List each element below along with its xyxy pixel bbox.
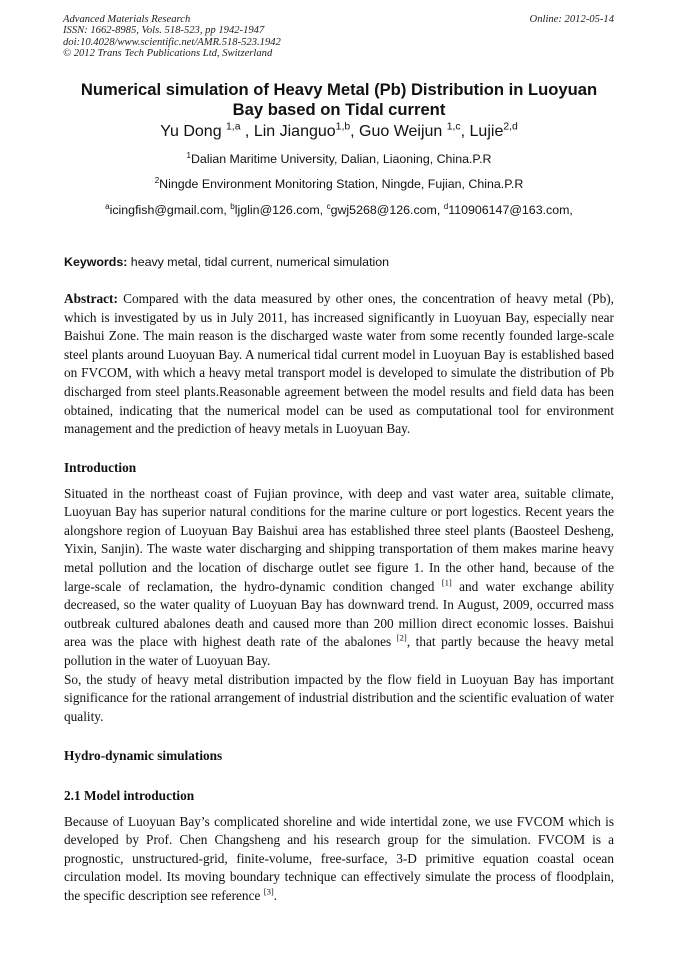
author: Yu Dong xyxy=(160,123,227,140)
subsection-heading: 2.1 Model introduction xyxy=(64,788,195,803)
keywords-text: heavy metal, tidal current, numerical simulation xyxy=(127,255,390,269)
email-sup: d xyxy=(443,201,449,211)
intro-paragraph-1 xyxy=(64,485,614,671)
authors xyxy=(64,123,614,141)
abstract-label: Abstract: xyxy=(64,291,118,306)
text: . xyxy=(273,887,278,903)
author: , Lujie xyxy=(460,123,504,140)
hydro-heading xyxy=(64,747,614,766)
citation: [1] xyxy=(441,577,452,588)
text: Situated in the northeast coast of Fujian province, with deep and vast water area, suitable climate, Luoyuan Bay has superior natural conditions for the marine culture or port logestics. Recent years the alongshore region of Luoyuan Bay Baishui area has established three steel plants (Baosteel Desheng, Yixin, Sanjin). The waste water discharging and shipping transportation of them makes marine heavy metal pollution and the location of discharge outlet see figure 1. In the other hand, because of the large-scale of reclamation, the hydro-dynamic condition changed xyxy=(64,485,614,594)
author: , Guo Weijun xyxy=(350,123,447,140)
paper-title: Numerical simulation of Heavy Metal (Pb) Distribution in Luoyuan Bay based on Tidal current xyxy=(80,80,598,119)
email: 110906147@163.com, xyxy=(448,203,573,217)
aff-sup: 2 xyxy=(154,175,160,185)
email-sup: b xyxy=(230,201,235,211)
author-sup: 1,a xyxy=(226,121,241,133)
model-paragraph xyxy=(64,813,614,906)
issn: ISSN: 1662-8985, Vols. 518-523, pp 1942-1947 xyxy=(63,25,265,37)
author: , Lin Jianguo xyxy=(240,123,336,140)
online-date: Online: 2012-05-14 xyxy=(529,14,614,25)
journal-name: Advanced Materials Research xyxy=(63,14,191,25)
section-heading: Hydro-dynamic simulations xyxy=(64,748,223,763)
section-heading: Introduction xyxy=(64,460,137,475)
aff-text: Ningde Environment Monitoring Station, Ningde, Fujian, China.P.R xyxy=(159,177,524,191)
affiliation-1 xyxy=(64,152,614,166)
subsection xyxy=(64,787,614,906)
text: , that partly because the heavy metal pollution in the water of Luoyuan Bay. xyxy=(64,634,614,668)
text: and water exchange ability decreased, so the water quality of Luoyuan Bay has downward trend. In August, 2009, occurred mass outbreak cultured abalones death and caused more than 200 million direct economic losses. Baishui area was the place with highest death rate of the abalones xyxy=(64,578,614,650)
keywords xyxy=(64,255,389,269)
abstract xyxy=(64,290,614,439)
author-sup: 1,b xyxy=(335,121,351,133)
email: icingfish@gmail.com, xyxy=(109,203,231,217)
citation: [3] xyxy=(263,886,274,897)
email: gwj5268@126.com, xyxy=(330,203,444,217)
intro-paragraph-2: So, the study of heavy metal distribution impacted by the flow field in Luoyuan Bay has important significance for the rational arrangement of industrial distribution and the scientific evaluation of water quality. xyxy=(64,671,614,724)
email-sup: a xyxy=(105,201,110,211)
copyright: © 2012 Trans Tech Publications Ltd, Switzerland xyxy=(63,48,273,60)
journal-header xyxy=(63,14,281,60)
citation: [2] xyxy=(396,632,407,643)
keywords-label: Keywords: xyxy=(64,255,128,269)
aff-sup: 1 xyxy=(186,150,191,160)
affiliation-2 xyxy=(64,177,614,191)
author-sup: 2,d xyxy=(503,121,518,133)
email-sup: c xyxy=(326,201,331,211)
email: ljglin@126.com, xyxy=(234,203,327,217)
doi: doi:10.4028/www.scientific.net/AMR.518-523.1942 xyxy=(63,36,281,48)
abstract-text: Compared with the data measured by other ones, the concentration of heavy metal (Pb), which is investigated by us in July 2011, has increased significantly in Luoyuan Bay, especially near Baishui Zone. The main reason is the discharged waste water from some recently founded large-scale steel plants around Luoyuan Bay. A numerical tidal current model in Luoyuan Bay is established based on FVCOM, with which a heavy metal transport model is developed to simulate the distribution of Pb discharged from steel plants.Reasonable agreement between the model results and field data has been obtained, indicating that the numerical model can be used as computational tool for environment management and the prediction of heavy metals in Luoyuan Bay. xyxy=(64,291,614,437)
emails xyxy=(64,203,614,217)
introduction-section xyxy=(64,459,614,726)
text: Because of Luoyuan Bay’s complicated shoreline and wide intertidal zone, we use FVCOM which is developed by Prof. Chen Changsheng and his research group for the simulation. FVCOM is a prognostic, unstructured-grid, finite-volume, free-surface, 3-D primitive equation coastal ocean circulation model. Its moving boundary technique can effectively simulate the process of floodplain, the specific description see reference xyxy=(64,813,614,903)
author-sup: 1,c xyxy=(446,121,461,133)
aff-text: Dalian Maritime University, Dalian, Liaoning, China.P.R xyxy=(190,152,492,166)
